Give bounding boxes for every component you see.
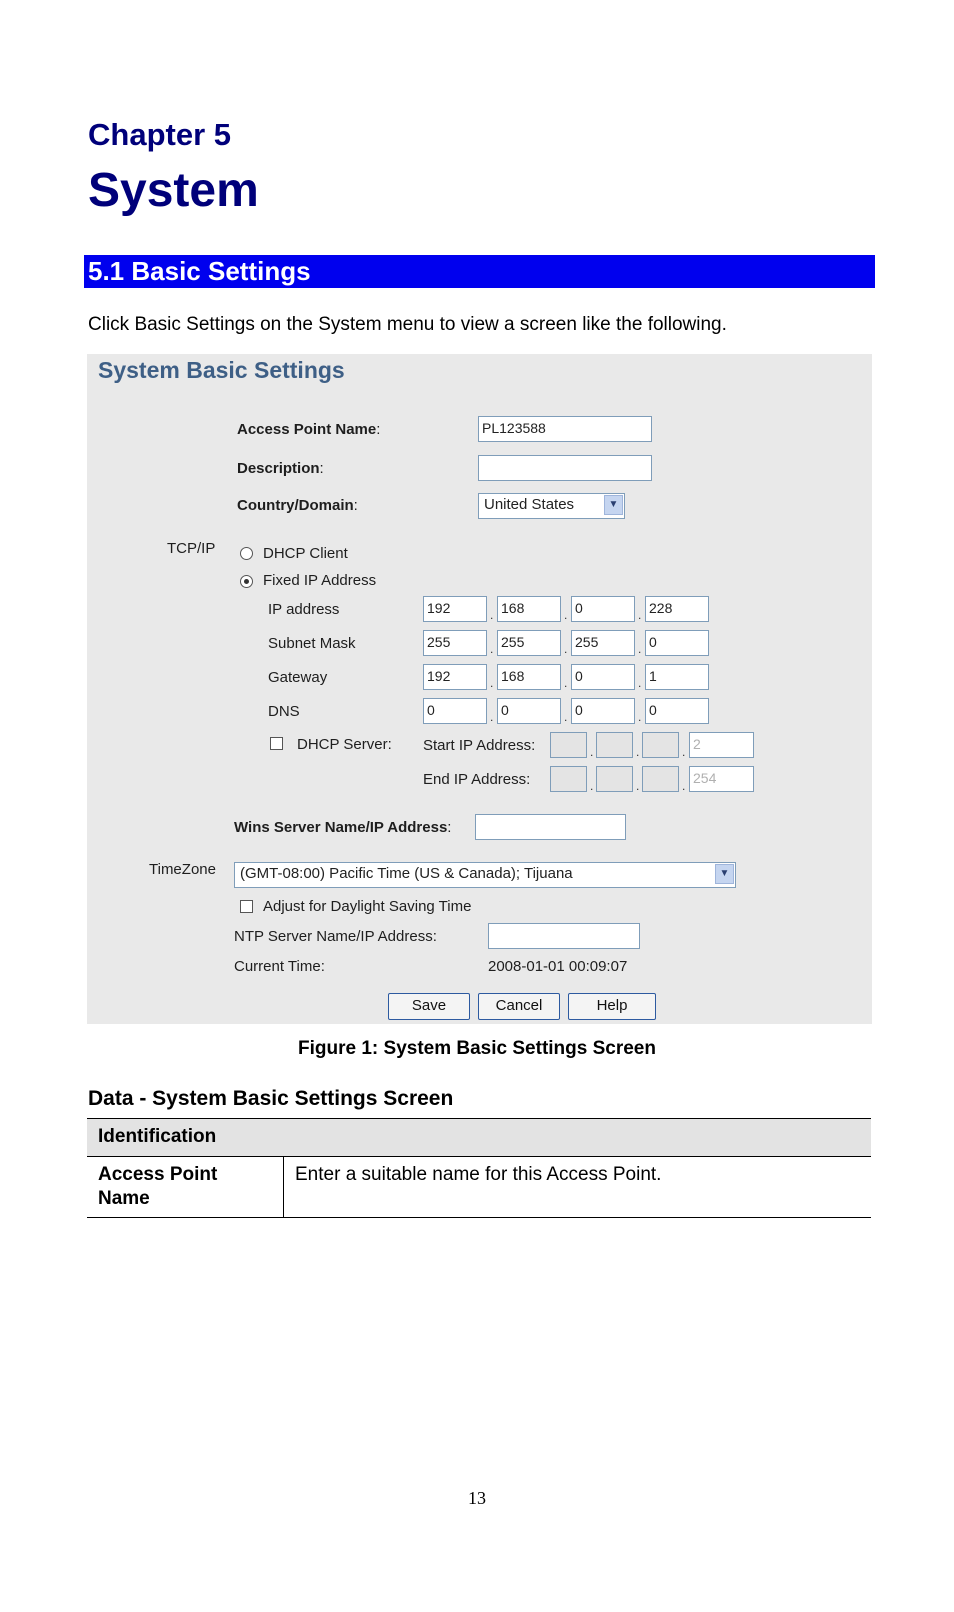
intro-text: Click Basic Settings on the System menu to view a screen like the following. [88, 314, 727, 335]
gateway-octet-1[interactable]: 192 [423, 664, 487, 690]
subnet-octet-2[interactable]: 255 [497, 630, 561, 656]
tcpip-label: TCP/IP [167, 540, 216, 557]
gateway-octet-3[interactable]: 0 [571, 664, 635, 690]
ip-separator: . [564, 676, 568, 690]
current-time-value: 2008-01-01 00:09:07 [488, 958, 628, 975]
end-ip-octet-4[interactable]: 254 [689, 766, 754, 792]
ntp-input[interactable] [488, 923, 640, 949]
ntp-label: NTP Server Name/IP Address: [234, 928, 437, 945]
ip-separator: . [490, 608, 494, 622]
ip-separator: . [638, 608, 642, 622]
dhcp-server-label: DHCP Server: [297, 736, 392, 753]
save-button[interactable]: Save [388, 993, 470, 1020]
ip-separator: . [564, 710, 568, 724]
description-input[interactable] [478, 455, 652, 481]
chapter-title: System [88, 164, 259, 217]
start-ip-octet-1[interactable] [550, 732, 587, 758]
ip-separator: . [490, 710, 494, 724]
table-row-label: Access Point Name [98, 1164, 218, 1209]
table-column-divider [283, 1156, 284, 1217]
gateway-octet-4[interactable]: 1 [645, 664, 709, 690]
chevron-down-icon[interactable]: ▼ [715, 864, 734, 884]
cancel-button[interactable]: Cancel [478, 993, 560, 1020]
description-label: Description: [237, 460, 324, 477]
daylight-saving-checkbox[interactable] [240, 900, 253, 913]
wins-input[interactable] [475, 814, 626, 840]
wins-label: Wins Server Name/IP Address: [234, 819, 452, 836]
table-rule-bottom [87, 1217, 871, 1218]
dns-octet-1[interactable]: 0 [423, 698, 487, 724]
end-ip-octet-3[interactable] [642, 766, 679, 792]
current-time-label: Current Time: [234, 958, 325, 975]
figure-caption: Figure 1: System Basic Settings Screen [298, 1038, 656, 1059]
table-rule-mid [87, 1156, 871, 1157]
timezone-select[interactable] [234, 862, 736, 888]
subnet-octet-3[interactable]: 255 [571, 630, 635, 656]
ip-octet-1[interactable]: 192 [423, 596, 487, 622]
start-ip-label: Start IP Address: [423, 737, 536, 754]
country-value: United States [484, 496, 575, 513]
ap-name-input[interactable]: PL123588 [478, 416, 652, 442]
dhcp-client-label: DHCP Client [263, 545, 348, 562]
ip-separator: . [682, 745, 686, 759]
ip-separator: . [490, 676, 494, 690]
dns-label: DNS [268, 703, 300, 720]
table-rule-top [87, 1118, 871, 1119]
ip-separator: . [638, 710, 642, 724]
end-ip-label: End IP Address: [423, 771, 531, 788]
ip-address-label: IP address [268, 601, 340, 618]
ip-separator: . [590, 745, 594, 759]
end-ip-octet-2[interactable] [596, 766, 633, 792]
timezone-label: TimeZone [149, 861, 216, 878]
dhcp-server-checkbox[interactable] [270, 737, 283, 750]
subnet-octet-1[interactable]: 255 [423, 630, 487, 656]
ip-separator: . [490, 642, 494, 656]
screen-title: System Basic Settings [98, 357, 345, 383]
ip-separator: . [564, 642, 568, 656]
page-number: 13 [468, 1488, 486, 1508]
start-ip-octet-2[interactable] [596, 732, 633, 758]
timezone-value: (GMT-08:00) Pacific Time (US & Canada); Tijuana [240, 865, 573, 882]
gateway-octet-2[interactable]: 168 [497, 664, 561, 690]
data-heading: Data - System Basic Settings Screen [88, 1087, 454, 1110]
ip-separator: . [564, 608, 568, 622]
dhcp-client-radio[interactable] [240, 547, 253, 560]
ap-name-label: Access Point Name: [237, 421, 381, 438]
start-ip-octet-3[interactable] [642, 732, 679, 758]
ip-separator: . [636, 745, 640, 759]
ip-separator: . [682, 779, 686, 793]
ip-separator: . [638, 642, 642, 656]
help-button[interactable]: Help [568, 993, 656, 1020]
country-label: Country/Domain: [237, 497, 358, 514]
dns-octet-4[interactable]: 0 [645, 698, 709, 724]
ip-separator: . [590, 779, 594, 793]
gateway-label: Gateway [268, 669, 328, 686]
end-ip-octet-1[interactable] [550, 766, 587, 792]
chevron-down-icon[interactable]: ▼ [604, 495, 623, 515]
chapter-label: Chapter 5 [88, 117, 231, 152]
ip-separator: . [636, 779, 640, 793]
subnet-label: Subnet Mask [268, 635, 356, 652]
table-group-label: Identification [98, 1126, 217, 1147]
ip-octet-2[interactable]: 168 [497, 596, 561, 622]
section-title: 5.1 Basic Settings [88, 256, 311, 286]
subnet-octet-4[interactable]: 0 [645, 630, 709, 656]
fixed-ip-label: Fixed IP Address [263, 572, 377, 589]
ip-octet-4[interactable]: 228 [645, 596, 709, 622]
ip-octet-3[interactable]: 0 [571, 596, 635, 622]
dns-octet-2[interactable]: 0 [497, 698, 561, 724]
start-ip-octet-4[interactable]: 2 [689, 732, 754, 758]
ip-separator: . [638, 676, 642, 690]
country-select[interactable] [478, 493, 625, 519]
fixed-ip-radio[interactable] [240, 575, 253, 588]
table-row-description: Enter a suitable name for this Access Point. [295, 1164, 662, 1185]
daylight-saving-label: Adjust for Daylight Saving Time [263, 898, 472, 915]
dns-octet-3[interactable]: 0 [571, 698, 635, 724]
